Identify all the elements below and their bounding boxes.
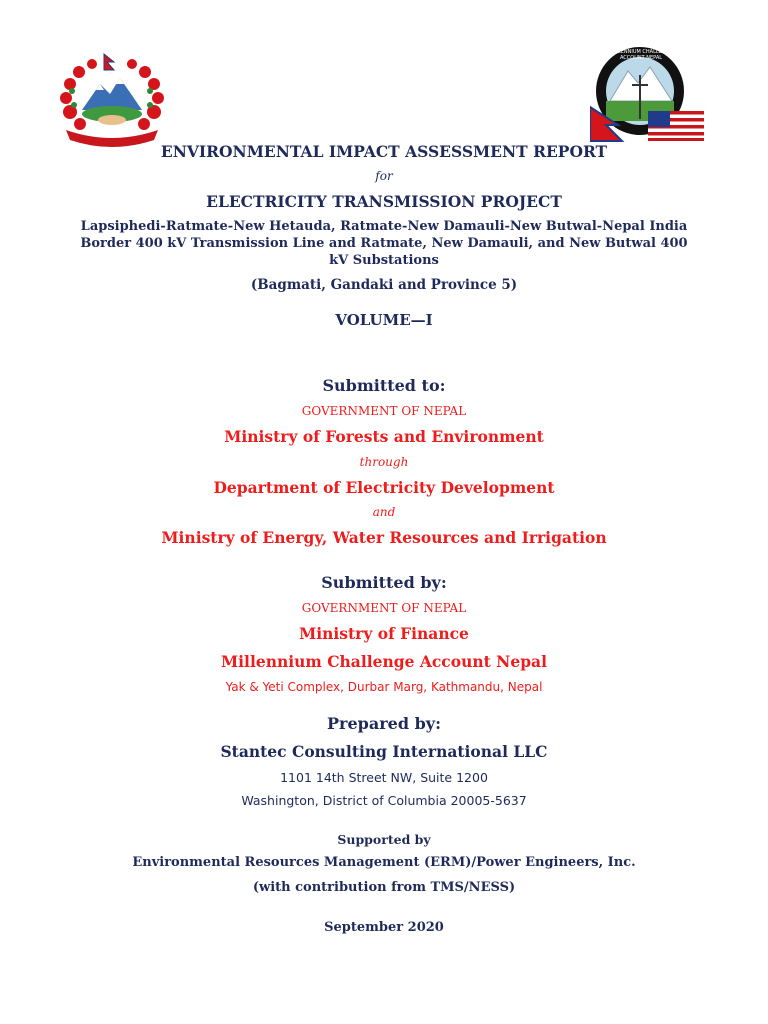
project-subtitle-line-2: Border 400 kV Transmission Line and Ratmate, New Damauli, and New Butwal 400 <box>80 236 688 251</box>
project-subtitle-line-3: kV Substations <box>329 253 439 268</box>
project-subtitle-line-1: Lapsiphedi-Ratmate-New Hetauda, Ratmate-New Damauli-New Butwal-Nepal India <box>80 219 688 234</box>
report-date: September 2020 <box>324 920 444 935</box>
department-of-electricity: Department of Electricity Development <box>213 478 555 497</box>
ministry-of-forests: Ministry of Forests and Environment <box>224 427 544 446</box>
supported-by-heading: Supported by <box>337 832 431 847</box>
through-label: through <box>359 455 409 469</box>
supported-by-contribution: (with contribution from TMS/NESS) <box>252 880 516 895</box>
ministry-of-energy: Ministry of Energy, Water Resources and Irrigation <box>161 528 607 547</box>
and-label: and <box>372 505 396 519</box>
emblem-ribbon-text: नेपाल सरकार <box>97 130 127 137</box>
mcan-logo-ring-text: MILLENNIUM CHALLENGE ACCOUNT NEPAL <box>609 49 673 61</box>
provinces: (Bagmati, Gandaki and Province 5) <box>250 277 518 293</box>
for-label: for <box>375 169 393 183</box>
submitted-to-government: GOVERNMENT OF NEPAL <box>301 404 467 418</box>
submitted-by-government: GOVERNMENT OF NEPAL <box>301 601 467 615</box>
submitted-by-heading: Submitted by: <box>321 573 447 592</box>
report-title: ENVIRONMENTAL IMPACT ASSESSMENT REPORT <box>160 142 608 161</box>
prepared-by-company: Stantec Consulting International LLC <box>220 742 548 761</box>
project-title: ELECTRICITY TRANSMISSION PROJECT <box>206 192 562 211</box>
millennium-challenge-account-nepal-logo-icon <box>590 45 708 145</box>
ministry-of-finance: Ministry of Finance <box>299 624 469 643</box>
submitted-to-heading: Submitted to: <box>322 376 446 395</box>
supported-by-org: Environmental Resources Management (ERM)/Power Engineers, Inc. <box>132 855 636 870</box>
nepal-government-emblem-icon <box>52 50 172 150</box>
mca-nepal-address: Yak & Yeti Complex, Durbar Marg, Kathmandu, Nepal <box>225 680 543 694</box>
volume: VOLUME—I <box>335 311 433 329</box>
company-address-line-2: Washington, District of Columbia 20005-5637 <box>241 793 527 808</box>
company-address-line-1: 1101 14th Street NW, Suite 1200 <box>280 770 488 785</box>
prepared-by-heading: Prepared by: <box>327 714 441 733</box>
mca-nepal: Millennium Challenge Account Nepal <box>221 652 547 671</box>
